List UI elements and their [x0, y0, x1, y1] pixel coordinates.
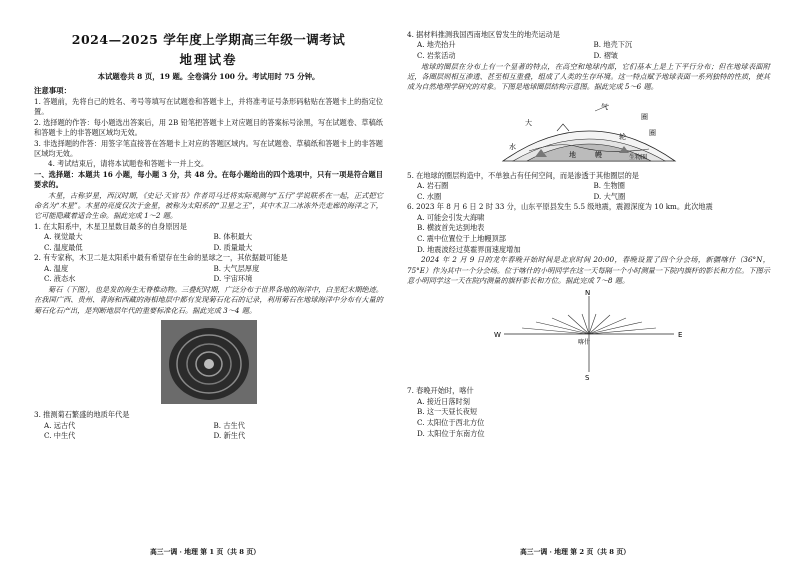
q7-option-c[interactable]: C. 太阳位于西北方位: [417, 418, 485, 427]
q6-option-d[interactable]: D. 地震波经过莫霍界面速度增加: [417, 244, 521, 254]
diagram-label-di: 地: [568, 150, 576, 159]
q6-option-c[interactable]: C. 震中位置位于上地幔顶部: [417, 234, 506, 243]
q5-options: [407, 181, 770, 202]
q5-option-c[interactable]: C. 水圈: [417, 191, 442, 201]
notice-item-4: 4. 考试结束后，请将本试题卷和答题卡一并上交。: [48, 159, 209, 169]
ammonite-icon: [161, 320, 257, 404]
q7-options: [407, 397, 770, 439]
q6-stem: 6. 2023 年 8 月 6 日 2 时 33 分，山东平原县发生 5.5 级地震，震源深度为 10 km。此次地震: [407, 202, 713, 212]
diagram-label-shengwu: 生物圈: [628, 153, 647, 161]
q2-option-c[interactable]: C. 液态水: [44, 274, 76, 284]
q5-option-a[interactable]: A. 岩石圈: [417, 181, 449, 191]
footer-right: 高三一调 · 地理 第 2 页（共 8 页）: [520, 548, 630, 556]
q6-option-a[interactable]: A. 可能会引发大海啸: [417, 212, 485, 222]
q3-option-b[interactable]: B. 古生代: [213, 420, 245, 430]
exam-subject: 地理试卷: [179, 52, 238, 67]
section-1-heading: 一、选择题：本题共 16 小题，每小题 3 分，共 48 分。在每小题给出的四个选项中，只有一项是符合题目要求的。: [34, 169, 383, 190]
q7-option-b[interactable]: B. 这一天昼长夜短: [417, 407, 478, 417]
q2-option-a[interactable]: A. 温度: [44, 263, 69, 273]
q5-stem: 5. 在地球的圈层构造中，不单独占有任何空间，而是渗透于其他圈层的是: [407, 170, 639, 180]
q7-option-d[interactable]: D. 太阳位于东南方位: [417, 428, 485, 438]
ammonite-photo: [161, 320, 257, 404]
q5-option-b[interactable]: B. 生物圈: [593, 181, 625, 191]
notice-item-2: 2. 选择题的作答：每小题选出答案后，用 2B 铅笔把答题卡上对应题目的答案标号涂黑，写在试题卷、草稿纸和答题卡上的非答题区域均无效。: [34, 117, 383, 138]
q1-option-c[interactable]: C. 温度最低: [44, 242, 83, 252]
q1-option-d[interactable]: D. 质量最大: [213, 242, 253, 252]
earth-sphere-diagram: [499, 95, 679, 169]
notice-item-1: 1. 答题前，先将自己的姓名、考号等填写在试题卷和答题卡上，并将准考证号条形码粘贴在答题卡上的指定位置。: [34, 97, 383, 117]
passage-1: 木星，古称岁星，西汉时期，《史记·天官书》作者司马迁将实际观测与“五行”学说联系在一起，正式把它命名为“木星”。木星的亮度仅次于金星，被称为太阳系的“卫星之王”，其中木卫二冰冻外壳走廊的海洋之下，它可能隐藏着适合生命。据此完成 1～2 题。: [34, 190, 383, 221]
q3-option-c[interactable]: C. 中生代: [44, 431, 76, 441]
compass-e: E: [677, 331, 682, 340]
diagram-label-da: 大: [524, 118, 532, 127]
q4-options: [407, 40, 770, 61]
compass-center-label: 喀什: [577, 339, 590, 347]
q2-option-b[interactable]: B. 大气层厚度: [213, 263, 260, 273]
q5-option-d[interactable]: D. 大气圈: [593, 191, 626, 201]
q1-option-b[interactable]: B. 体积最大: [213, 232, 253, 242]
diagram-label-quan-1: 圈: [640, 112, 648, 121]
q3-option-d[interactable]: D. 新生代: [213, 431, 246, 441]
passage-4: 2024 年 2 月 9 日的龙年春晚开始时间是北京时间 20:00，春晚设置了四个分会场，新疆喀什（36°N，75°E）作为其中一个分会场。位于喀什的小明同学在这一天每隔一个小时测量一下院内旗杆的影长和方位。下图示意小明同学这一天在院内测量的旗杆影长和方位。据此完成 7～8 题。: [407, 255, 770, 285]
q4-option-d[interactable]: D. 褶皱: [593, 51, 618, 60]
right-page: [397, 0, 794, 562]
notice-heading: 注意事项：: [34, 86, 71, 95]
q2-option-d[interactable]: D. 宇宙环境: [213, 274, 253, 284]
exam-title: 2024—2025 学年度上学期高三年级一调考试: [71, 32, 346, 47]
passage-3: 地球的圈层在分布上有一个显著的特点，在高空和地球内部，它们基本上是上下平行分布；但在地球表面附近，各圈层则相互渗透、甚至相互重叠，组成了人类的生存环境。这一特点赋予地球表面一系列独特的性质，使其成为自然地理学研究的对象。下图是地球圈层结构示意图。据此完成 5～6 题。: [407, 61, 770, 92]
q7-stem: 7. 春晚开始时，喀什: [407, 386, 474, 396]
q3-stem: 3. 推测菊石繁盛的地质年代是: [34, 410, 130, 420]
diagram-label-lun: 轮: [618, 132, 626, 141]
q4-option-b[interactable]: B. 地壳下沉: [593, 40, 633, 50]
diagram-label-man: 幔: [594, 150, 602, 159]
q1-options: [34, 232, 383, 253]
q4-option-c[interactable]: C. 岩浆活动: [417, 51, 456, 60]
q3-option-a[interactable]: A. 远古代: [44, 420, 76, 430]
diagram-label-shui: 水: [508, 142, 516, 151]
diagram-label-quan-2: 圈: [648, 128, 656, 137]
q1-stem: 1. 在太阳系中，木星卫星数目最多的自身原因是: [34, 221, 187, 231]
q3-options: [34, 421, 383, 442]
q4-stem: 4. 据材料推测我国西南地区曾发生的地壳运动是: [407, 30, 560, 39]
passage-2: 菊石（下图），也是发的海生无脊椎动物。三叠纪时期，广泛分布于世界各地的海洋中，白垩纪末期绝迹。在我国广西、贵州、青海和西藏的海相地层中都有发现菊石化石的记录，利用菊石在地球海洋中分布有大量的菊石化石产出，是判断地层年代的重要标准化石。据此完成 3～4 题。: [34, 285, 383, 315]
shadow-compass-diagram: [474, 288, 704, 384]
q4-option-a[interactable]: A. 地壳抬升: [417, 40, 456, 50]
q2-options: [34, 264, 383, 285]
q7-option-a[interactable]: A. 接近日落时刻: [417, 396, 470, 406]
compass-w: W: [493, 331, 501, 340]
q2-stem: 2. 有专家称，木卫二是太阳系中最有希望存在生命的星球之一，其依据最可能是: [34, 253, 288, 263]
footer-left: 高三一调 · 地理 第 1 页（共 8 页）: [150, 548, 260, 556]
q6-option-b[interactable]: B. 横波首先达到地表: [417, 223, 485, 233]
q1-option-a[interactable]: A. 视觉最大: [44, 232, 83, 242]
exam-info: 本试题卷共 8 页，19 题。全卷满分 100 分。考试用时 75 分钟。: [97, 72, 320, 81]
compass-s: S: [584, 374, 589, 381]
q6-options: [407, 213, 770, 255]
compass-n: N: [584, 289, 590, 298]
diagram-label-qi: 气: [600, 102, 608, 111]
notice-item-3: 3. 非选择题的作答：用签字笔直接答在答题卡上对应的答题区域内。写在试题卷、草稿纸和答题卡上的非答题区域均无效。: [34, 138, 383, 159]
